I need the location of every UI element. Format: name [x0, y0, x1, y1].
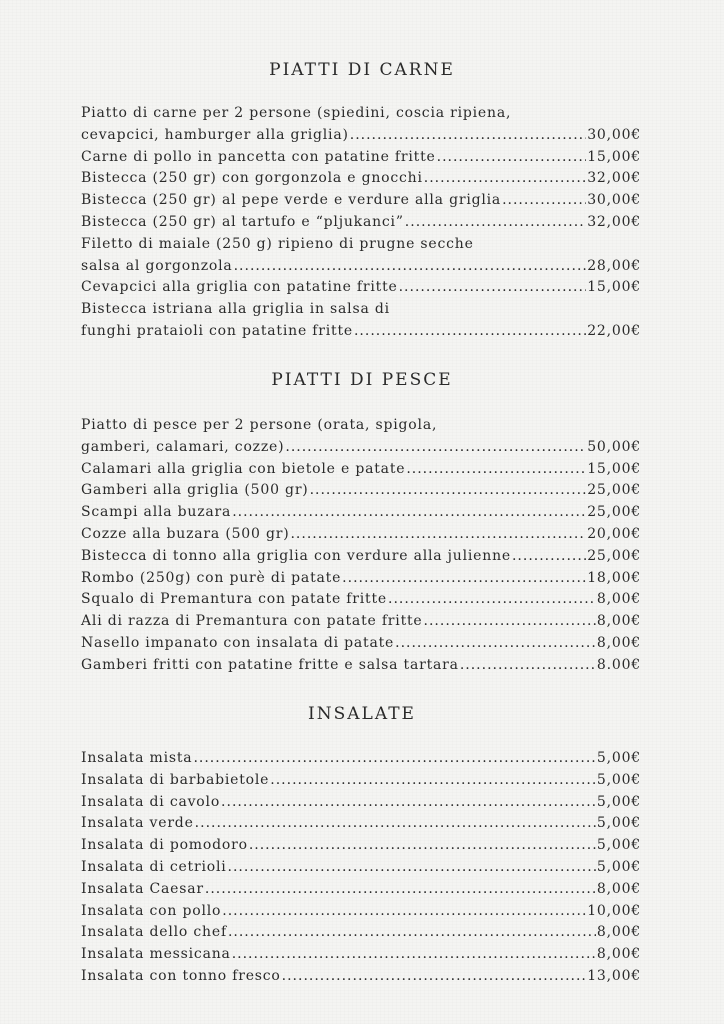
menu-item-price: 5,00€ — [596, 858, 641, 875]
menu-item-price: 5,00€ — [596, 837, 641, 854]
menu-item-name: Cozze alla buzara (500 gr) — [81, 525, 290, 542]
menu-item-name: Rombo (250g) con purè di patate — [81, 569, 342, 586]
menu-item-name: Insalata mista — [81, 750, 193, 766]
menu-item — [81, 748, 641, 770]
dot-leader — [282, 966, 587, 988]
menu-item-price: 50,00€ — [587, 438, 641, 455]
dot-leader — [395, 633, 596, 655]
menu-item — [81, 190, 641, 212]
menu-item — [81, 168, 641, 190]
menu-item-name: Insalata Caesar — [81, 880, 204, 897]
menu-item — [81, 901, 641, 923]
dot-leader — [221, 792, 596, 814]
menu-item — [81, 415, 641, 459]
menu-item-price: 10,00€ — [587, 902, 641, 919]
menu-item — [81, 857, 641, 879]
menu-item-name: gamberi, calamari, cozze) — [81, 438, 285, 455]
menu-item-name: Calamari alla griglia con bietole e patate — [81, 460, 406, 477]
menu-item-name: Cevapcici alla griglia con patatine fritte — [81, 279, 398, 296]
dot-leader — [228, 857, 596, 879]
menu-item-price: 5,00€ — [596, 793, 641, 810]
menu-item-name: Gamberi fritti con patatine fritte e salsa tartara — [81, 656, 459, 673]
dot-leader — [405, 212, 586, 234]
menu-item — [81, 524, 641, 546]
menu-item — [81, 770, 641, 792]
menu-item — [81, 147, 641, 169]
menu-list-carne — [81, 103, 641, 343]
menu-item — [81, 966, 641, 988]
dot-leader — [232, 502, 586, 524]
menu-item-price: 28,00€ — [587, 257, 641, 274]
dot-leader — [228, 922, 596, 944]
menu-item-name: salsa al gorgonzola — [81, 257, 233, 274]
dot-leader — [205, 879, 596, 901]
menu-item-price: 8.00€ — [596, 656, 641, 673]
menu-item-price: 15,00€ — [587, 279, 641, 296]
menu-item — [81, 480, 641, 502]
menu-item — [81, 655, 641, 677]
menu-item-price: 18,00€ — [587, 569, 641, 586]
dot-leader — [285, 437, 586, 459]
dot-leader — [193, 748, 595, 770]
menu-item — [81, 589, 641, 611]
menu-item-price: 5,00€ — [596, 815, 641, 832]
dot-leader — [399, 277, 587, 299]
menu-item-price: 5,00€ — [596, 771, 641, 788]
dot-leader — [290, 524, 586, 546]
menu-item-name-line1: Piatto di carne per 2 persone (spiedini, coscia ripiena, — [81, 105, 512, 121]
dot-leader — [222, 901, 586, 923]
menu-item-price: 32,00€ — [587, 213, 641, 230]
menu-item-name-line1: Piatto di pesce per 2 persone (orata, spigola, — [81, 417, 438, 433]
menu-item — [81, 546, 641, 568]
menu-item — [81, 633, 641, 655]
menu-item-price: 8,00€ — [596, 880, 641, 897]
menu-item-price: 8,00€ — [596, 946, 641, 963]
dot-leader — [406, 459, 586, 481]
dot-leader — [424, 168, 586, 190]
menu-item-name: Bistecca (250 gr) con gorgonzola e gnocchi — [81, 170, 423, 187]
menu-item — [81, 103, 641, 147]
menu-item — [81, 212, 641, 234]
menu-item-name: Scampi alla buzara — [81, 504, 232, 521]
menu-item-name: Insalata di pomodoro — [81, 837, 248, 854]
menu-item — [81, 299, 641, 343]
menu-item — [81, 459, 641, 481]
dot-leader — [249, 835, 596, 857]
dot-leader — [234, 256, 587, 278]
menu-item-name: Insalata di barbabietole — [81, 771, 270, 788]
menu-item-name-line1: Filetto di maiale (250 g) ripieno di prugne secche — [81, 235, 474, 252]
section-title-carne: PIATTI DI CARNE — [269, 60, 455, 80]
menu-list-insalate — [81, 748, 641, 988]
menu-item — [81, 792, 641, 814]
menu-item — [81, 502, 641, 524]
dot-leader — [232, 944, 596, 966]
menu-item-price: 25,00€ — [587, 547, 641, 564]
menu-item — [81, 813, 641, 835]
dot-leader — [310, 480, 587, 502]
menu-item-name-line1: Bistecca istriana alla griglia in salsa di — [81, 301, 390, 318]
menu-item-price: 22,00€ — [587, 322, 641, 339]
dot-leader — [350, 125, 586, 147]
menu-item-name: Squalo di Premantura con patate fritte — [81, 591, 387, 608]
menu-item-name: Bistecca (250 gr) al pepe verde e verdure alla griglia — [81, 192, 502, 209]
menu-item-price: 8,00€ — [596, 634, 641, 651]
dot-leader — [354, 321, 586, 343]
menu-item-price: 25,00€ — [587, 482, 641, 499]
menu-item-name: Insalata di cavolo — [81, 793, 221, 810]
dot-leader — [512, 546, 586, 568]
section-title-insalate: INSALATE — [308, 704, 416, 724]
menu-list-pesce — [81, 415, 641, 677]
menu-item-name: Insalata con pollo — [81, 902, 222, 919]
menu-item-price: 15,00€ — [587, 460, 641, 477]
menu-item-price: 13,00€ — [587, 967, 641, 984]
menu-item — [81, 879, 641, 901]
dot-leader — [424, 611, 596, 633]
menu-item-name: Insalata di cetrioli — [81, 858, 227, 875]
menu-item-price: 8,00€ — [596, 591, 641, 608]
menu-item-name: funghi prataioli con patatine fritte — [81, 322, 353, 339]
menu-item — [81, 922, 641, 944]
menu-item-name: Insalata dello chef — [81, 924, 227, 941]
menu-item-price: 8,00€ — [596, 613, 641, 630]
menu-item-price: 25,00€ — [587, 504, 641, 521]
menu-item — [81, 277, 641, 299]
menu-item-name: Bistecca di tonno alla griglia con verdure alla julienne — [81, 547, 511, 564]
menu-item-name: Gamberi alla griglia (500 gr) — [81, 482, 309, 499]
menu-item — [81, 835, 641, 857]
menu-item — [81, 944, 641, 966]
menu-item-price: 8,00€ — [596, 924, 641, 941]
menu-item-name: Insalata con tonno fresco — [81, 967, 281, 984]
menu-item-price: 20,00€ — [587, 525, 641, 542]
menu-item-price: 5,00€ — [596, 750, 641, 766]
menu-item-name: Insalata verde — [81, 815, 194, 832]
menu-item-price: 15,00€ — [587, 148, 641, 165]
dot-leader — [342, 568, 586, 590]
menu-item-price: 30,00€ — [587, 126, 641, 143]
menu-item-name: Nasello impanato con insalata di patate — [81, 634, 395, 651]
dot-leader — [502, 190, 586, 212]
menu-item — [81, 611, 641, 633]
menu-item-price: 30,00€ — [587, 192, 641, 209]
menu-item-name: cevapcici, hamburger alla griglia) — [81, 126, 349, 143]
menu-item-name: Ali di razza di Premantura con patate fritte — [81, 613, 423, 630]
menu-item-name: Carne di pollo in pancetta con patatine fritte — [81, 148, 436, 165]
dot-leader — [460, 655, 596, 677]
menu-item-name: Bistecca (250 gr) al tartufo e “pljukanci” — [81, 213, 404, 230]
dot-leader — [437, 147, 587, 169]
dot-leader — [195, 813, 596, 835]
menu-item — [81, 568, 641, 590]
menu-item-name: Insalata messicana — [81, 946, 231, 963]
menu-item — [81, 234, 641, 278]
dot-leader — [388, 589, 596, 611]
menu-item-price: 32,00€ — [587, 170, 641, 187]
section-title-pesce: PIATTI DI PESCE — [271, 370, 453, 390]
dot-leader — [270, 770, 596, 792]
